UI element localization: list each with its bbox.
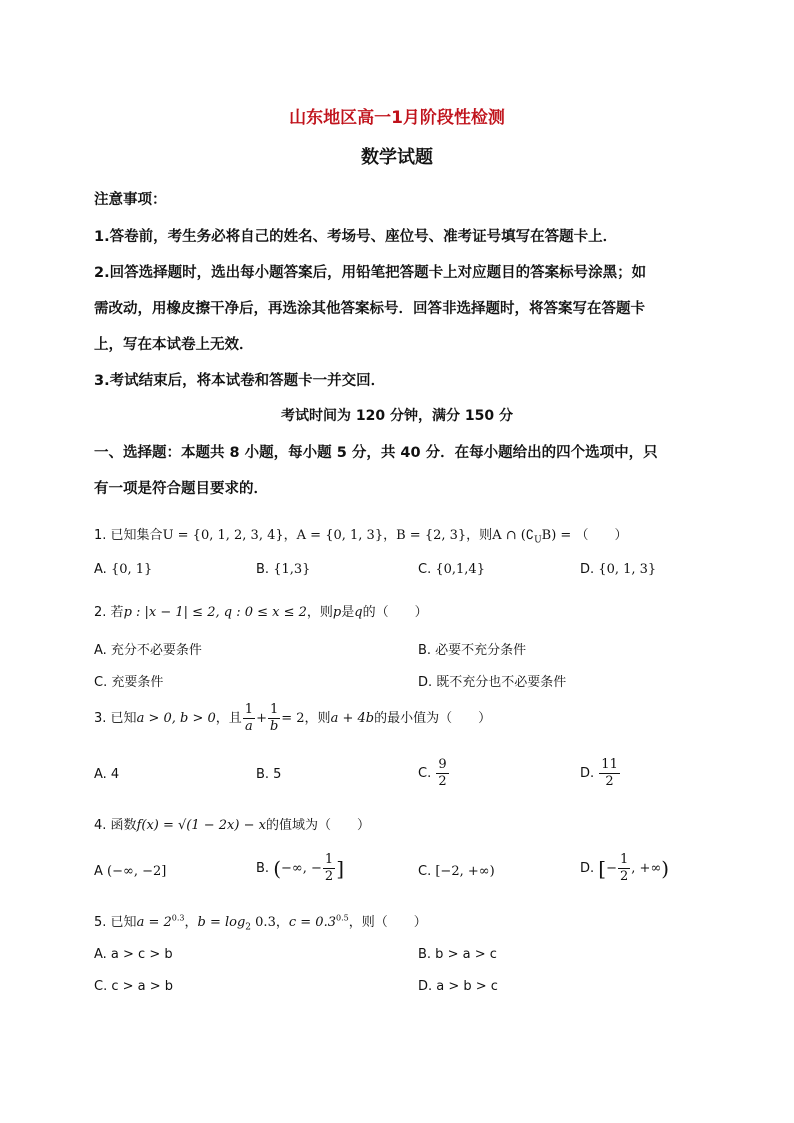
fraction-1-over-a (243, 702, 255, 735)
question-5-option-c[interactable]: C. c > a > b (94, 979, 174, 994)
answer-paren: （ ） (575, 528, 628, 543)
question-3-option-d[interactable] (580, 757, 621, 790)
fraction-numerator: 9 (438, 757, 447, 772)
plus-sign: + (256, 711, 267, 726)
question-text: 已知 (110, 711, 137, 726)
question-1-option-d[interactable] (580, 562, 656, 577)
question-text: ，则 (466, 528, 493, 543)
question-number: 1. (94, 528, 107, 543)
question-2-option-c[interactable]: C. 充要条件 (94, 675, 164, 690)
notice-item-1: 1.答卷前，考生务必将自己的姓名、考场号、座位号、准考证号填写在答题卡上． (94, 229, 618, 245)
fraction-denominator: a (245, 719, 253, 734)
option-label: C. (418, 562, 432, 577)
notice-item-2-line-1: 2.回答选择题时，选出每小题答案后，用铅笔把答题卡上对应题目的答案标号涂黑；如 (94, 265, 647, 281)
b-definition: b = log (197, 915, 246, 930)
question-number: 2. (94, 605, 107, 620)
option-value: {0, 1} (110, 562, 153, 577)
question-1-option-c[interactable] (418, 562, 485, 577)
option-value: {1,3} (273, 562, 311, 577)
question-number: 4. (94, 818, 107, 833)
c-definition: c = 0.3 (288, 915, 336, 930)
question-text: 函数 (110, 818, 137, 833)
option-label: D. (580, 861, 595, 876)
condition-expression: a > 0, b > 0 (136, 711, 216, 726)
question-text: 若 (110, 605, 124, 620)
question-text: 的（ ） (362, 605, 428, 620)
question-2-option-b[interactable]: B. 必要不充分条件 (418, 643, 527, 658)
option-value: [−2, +∞) (435, 864, 495, 879)
set-b: B = {2, 3} (396, 528, 467, 543)
right-paren: ) (661, 856, 670, 881)
option-label: C. (418, 864, 432, 879)
set-u: U = {0, 1, 2, 3, 4} (162, 528, 284, 543)
fraction-denominator: 2 (620, 869, 629, 884)
question-1-option-b[interactable] (256, 562, 310, 577)
option-label: C. (418, 766, 432, 781)
question-2-option-d[interactable]: D. 既不充分也不必要条件 (418, 675, 567, 690)
question-4-option-a[interactable] (94, 864, 166, 879)
expression-end: B) = (541, 528, 572, 543)
section-1-instruction-line-2: 有一项是符合题目要求的． (94, 481, 268, 497)
option-label: D. (580, 766, 595, 781)
option-label: A (94, 864, 103, 879)
question-5-option-b[interactable]: B. b > a > c (418, 947, 497, 962)
variable-q: q (354, 605, 363, 620)
question-1-option-a[interactable] (94, 562, 152, 577)
fraction-11-over-2 (599, 757, 620, 790)
notice-heading: 注意事项： (94, 192, 167, 208)
log-argument: 0.3 (251, 915, 276, 930)
option-label: D. (580, 562, 595, 577)
question-3-option-b[interactable]: B. 5 (256, 767, 282, 782)
set-a: A = {0, 1, 3} (296, 528, 384, 543)
fraction-1-over-2 (618, 852, 630, 885)
question-1-stem: 1. 已知集合U = {0, 1, 2, 3, 4}，A = {0, 1, 3}，B = {2, 3}，则A ∩ $(∁_UB)$ = （ ） (94, 528, 628, 546)
fraction-9-over-2 (436, 757, 448, 790)
question-text: ，且 (215, 711, 242, 726)
fraction-denominator: 2 (438, 774, 447, 789)
fraction-denominator: 2 (324, 869, 334, 884)
fraction-numerator: 1 (244, 702, 254, 717)
question-5-option-a[interactable]: A. a > c > b (94, 947, 173, 962)
question-4-stem (94, 814, 370, 833)
question-text: 已知 (110, 915, 137, 930)
right-bracket: ] (336, 856, 344, 881)
interval-start: −∞, − (281, 861, 322, 876)
question-3-stem (94, 702, 491, 735)
fraction-denominator: 2 (599, 773, 620, 790)
fraction-numerator: 1 (269, 702, 279, 717)
exam-subject: 数学试题 (361, 147, 433, 168)
option-label: A. (94, 562, 107, 577)
equals-two: = 2 (281, 711, 305, 726)
variable-p: p (332, 605, 342, 620)
option-label: B. (256, 562, 270, 577)
question-text: ，则 (304, 711, 331, 726)
question-text: ，则（ ） (348, 915, 427, 930)
condition-expression: p : |x − 1| ≤ 2, q : 0 ≤ x ≤ 2 (123, 605, 307, 620)
notice-item-2-line-3: 上，写在本试卷上无效． (94, 337, 254, 353)
question-text: 的最小值为（ ） (374, 711, 492, 726)
option-value: (−∞, −2] (107, 864, 167, 879)
question-3-option-a[interactable]: A. 4 (94, 767, 120, 782)
option-value: {0,1,4} (435, 562, 485, 577)
minus-sign: − (606, 861, 618, 876)
interval-end: , +∞ (631, 861, 662, 876)
fraction-numerator: 11 (601, 757, 618, 772)
function-expression: f(x) = √(1 − 2x) − x (136, 818, 266, 833)
fraction-1-over-b (268, 702, 280, 735)
question-2-option-a[interactable]: A. 充分不必要条件 (94, 643, 202, 658)
question-2-stem (94, 601, 428, 620)
question-text: 的值域为（ ） (265, 818, 370, 833)
left-paren: ( (273, 856, 282, 881)
exam-title: 山东地区高一1月阶段性检测 (289, 108, 505, 128)
complement-subscript: U (534, 535, 542, 546)
question-text: 已知集合 (110, 528, 163, 543)
question-4-option-b[interactable] (256, 852, 344, 885)
question-text: ，则 (306, 605, 333, 620)
notice-item-3: 3.考试结束后，将本试卷和答题卡一并交回． (94, 373, 386, 389)
fraction-1-over-2 (323, 852, 335, 885)
left-bracket: [ (598, 856, 607, 881)
section-1-instruction-line-1: 一、选择题：本题共 8 小题，每小题 5 分，共 40 分．在每小题给出的四个选项中，只 (94, 445, 658, 461)
fraction-numerator: 1 (324, 852, 334, 867)
question-5-stem: 5. 已知$a = 2^{0.3}$，$b = \log_2 0.3$，$c = 0.3^{0.5}$，则（ ） (94, 913, 427, 933)
target-expression: a + 4b (330, 711, 375, 726)
fraction-denominator: b (269, 719, 279, 734)
question-number: 5. (94, 915, 107, 930)
fraction-numerator: 1 (620, 852, 629, 867)
question-5-option-d[interactable]: D. a > b > c (418, 979, 498, 994)
option-label: B. (256, 861, 270, 876)
notice-item-2-line-2: 需改动，用橡皮擦干净后，再选涂其他答案标号．回答非选择题时，将答案写在答题卡 (94, 301, 645, 317)
question-text: 是 (341, 605, 355, 620)
a-definition: a = 2 (136, 915, 172, 930)
question-3-option-c[interactable] (418, 757, 450, 790)
log-base: 2 (245, 922, 252, 933)
exam-time-info: 考试时间为 120 分钟，满分 150 分 (281, 408, 513, 424)
expression: A ∩ (∁ (492, 528, 535, 543)
question-number: 3. (94, 711, 107, 726)
c-exponent: 0.5 (335, 913, 349, 923)
a-exponent: 0.3 (171, 913, 185, 923)
option-value: {0, 1, 3} (598, 562, 657, 577)
question-4-option-d[interactable] (580, 852, 669, 885)
question-4-option-c[interactable] (418, 864, 495, 879)
